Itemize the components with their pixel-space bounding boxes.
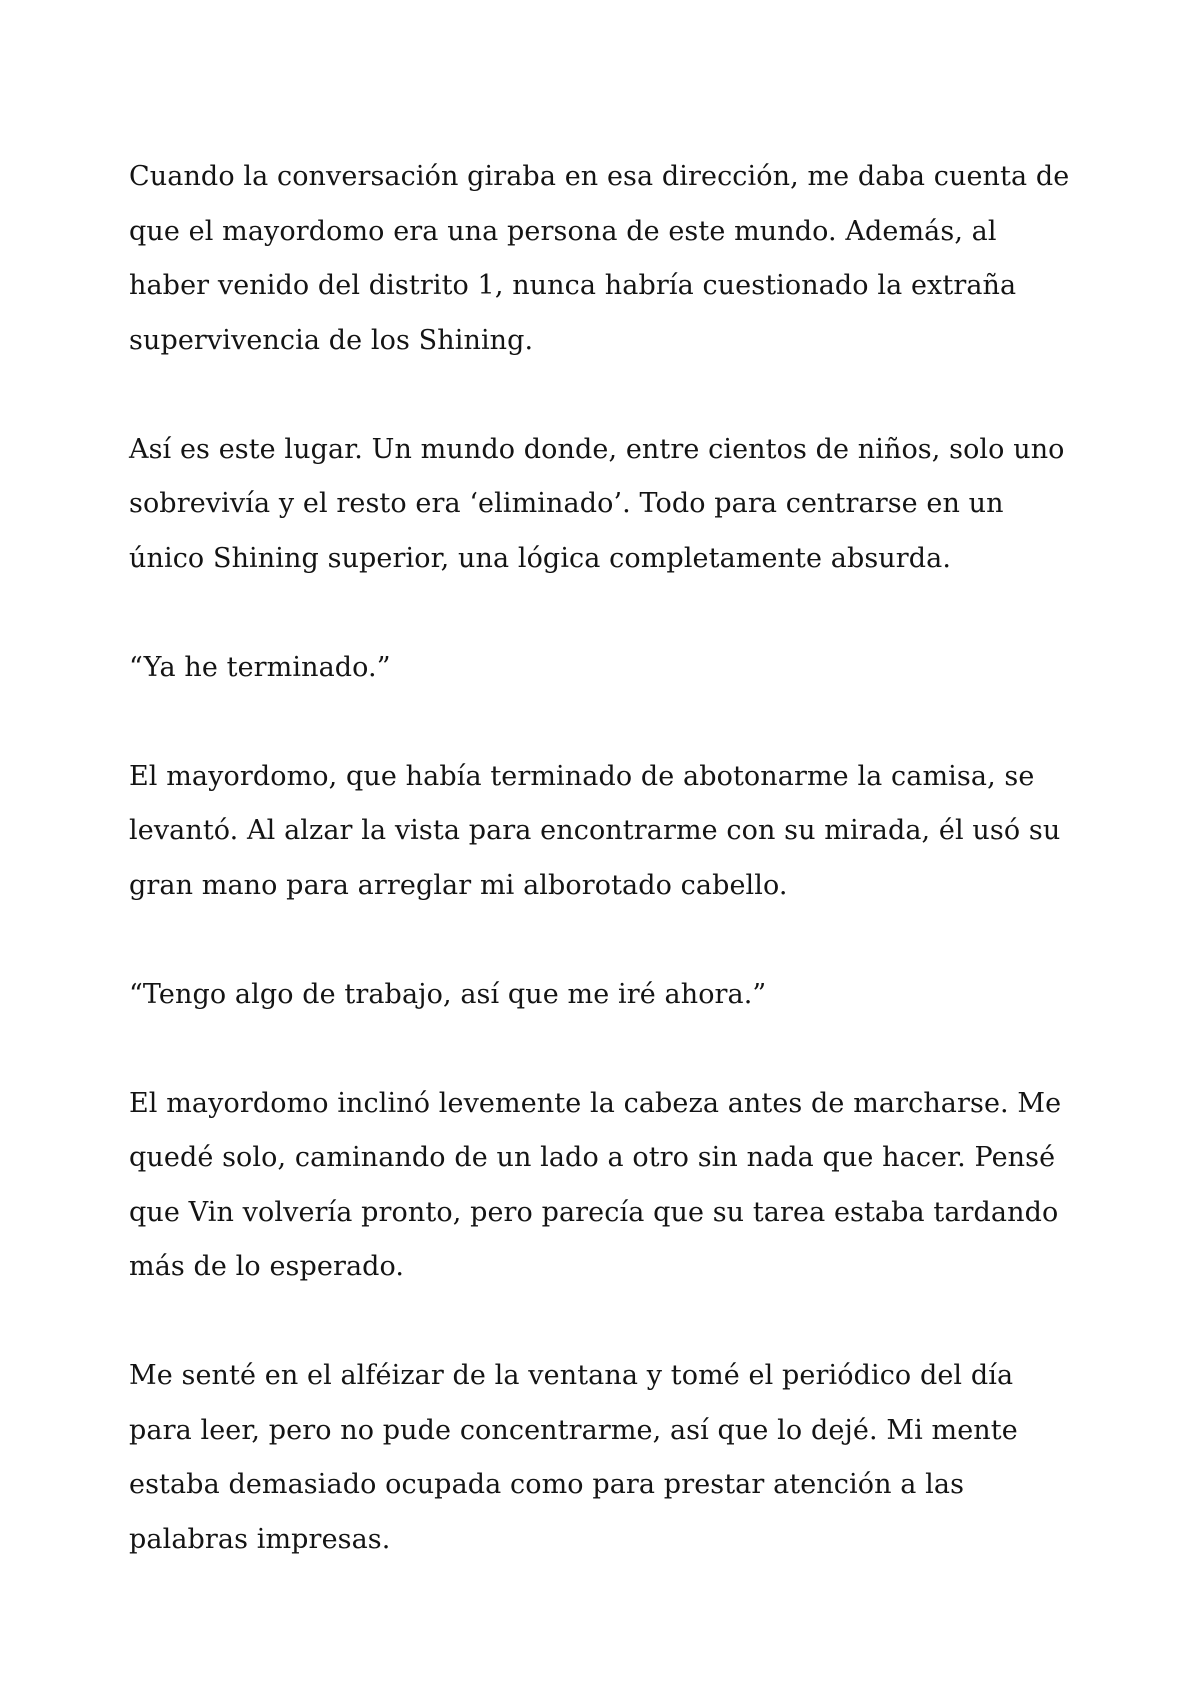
text-line: para leer, pero no pude concentrarme, así que lo dejé. Mi mente <box>129 1414 1018 1446</box>
text-line: Así es este lugar. Un mundo donde, entre cientos de niños, solo uno <box>129 433 1065 465</box>
text-line: El mayordomo, que había terminado de abotonarme la camisa, se <box>129 760 1035 792</box>
paragraph-3-dialogue <box>129 641 1079 696</box>
paragraph-4 <box>129 750 1079 914</box>
text-line: que el mayordomo era una persona de este mundo. Además, al <box>129 215 997 247</box>
text-line: supervivencia de los Shining. <box>129 324 534 356</box>
text-line: sobrevivía y el resto era ‘eliminado’. Todo para centrarse en un <box>129 488 1004 519</box>
paragraph-1 <box>129 150 1079 368</box>
text-line: estaba demasiado ocupada como para prestar atención a las <box>129 1469 965 1500</box>
paragraph-2 <box>129 423 1079 587</box>
text-line: Cuando la conversación giraba en esa dirección, me daba cuenta de <box>129 161 1070 192</box>
paragraph-5-dialogue <box>129 968 1079 1023</box>
text-line: único Shining superior, una lógica completamente absurda. <box>129 542 952 574</box>
text-line: quedé solo, caminando de un lado a otro sin nada que hacer. Pensé <box>129 1142 1056 1173</box>
text-line: El mayordomo inclinó levemente la cabeza antes de marcharse. Me <box>129 1087 1062 1119</box>
text-line: “Tengo algo de trabajo, así que me iré ahora.” <box>129 978 767 1010</box>
text-line: más de lo esperado. <box>129 1251 405 1282</box>
document-page <box>129 150 1079 1622</box>
text-line: levantó. Al alzar la vista para encontrarme con su mirada, él usó su <box>129 815 1061 846</box>
text-line: que Vin volvería pronto, pero parecía que su tarea estaba tardando <box>129 1196 1059 1228</box>
paragraph-7 <box>129 1349 1079 1567</box>
text-line: “Ya he terminado.” <box>129 651 391 683</box>
text-line: haber venido del distrito 1, nunca habría cuestionado la extraña <box>129 270 1017 301</box>
paragraph-6 <box>129 1077 1079 1295</box>
text-line: gran mano para arreglar mi alborotado cabello. <box>129 869 788 901</box>
text-line: Me senté en el alféizar de la ventana y tomé el periódico del día <box>129 1360 1014 1391</box>
text-line: palabras impresas. <box>129 1523 391 1555</box>
